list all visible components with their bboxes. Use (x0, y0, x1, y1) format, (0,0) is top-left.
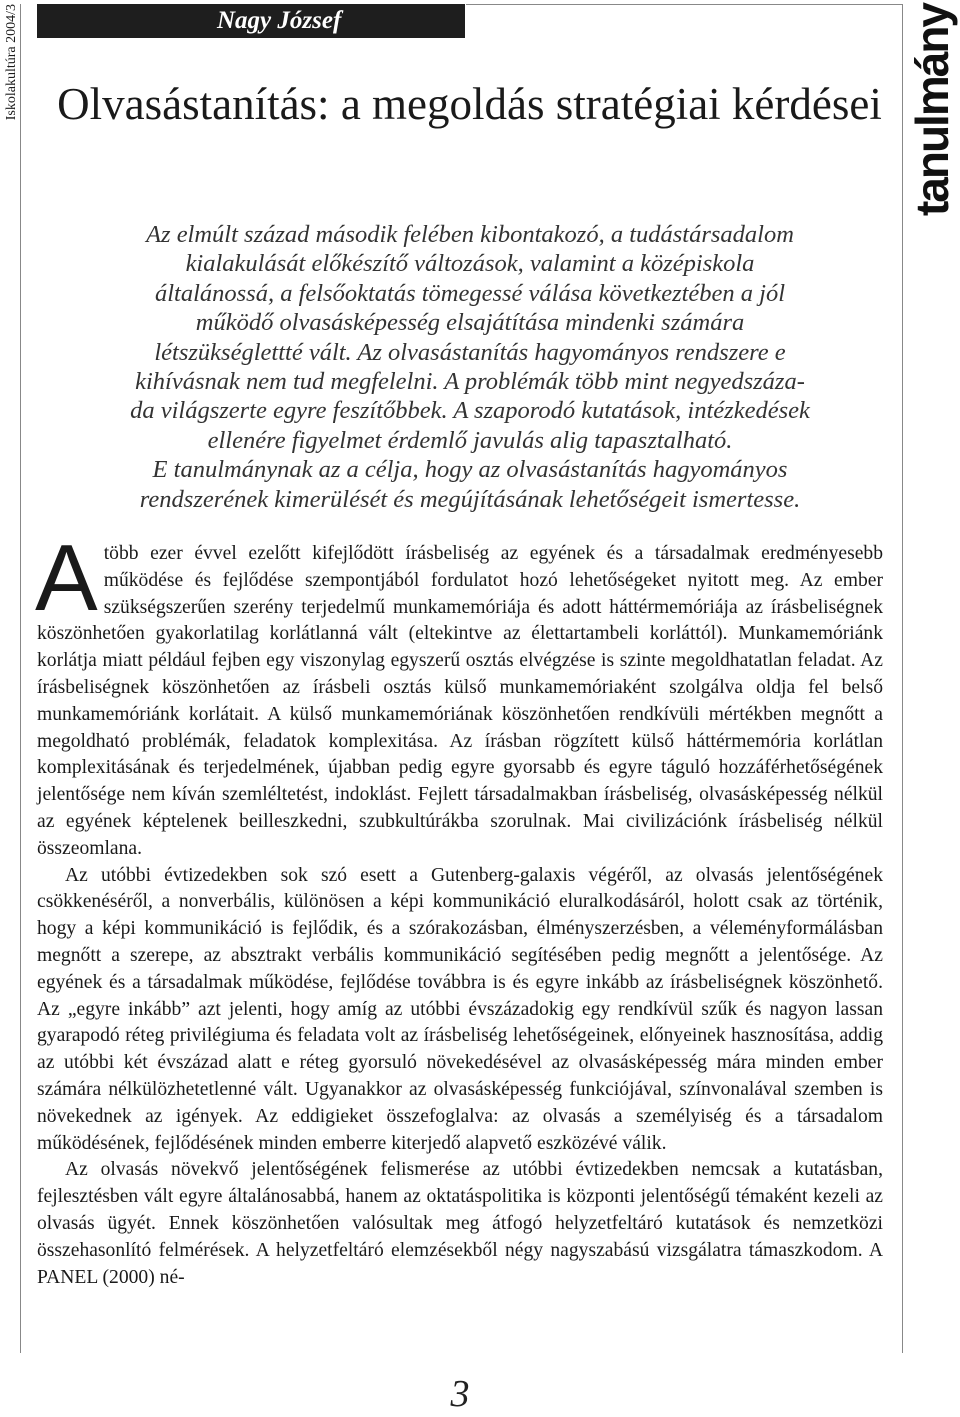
abstract-line: működő olvasásképesség elsajátítása mindenki számára (195, 309, 745, 337)
article-title: Olvasástanítás: a megoldás stratégiai kérdései (57, 79, 882, 129)
journal-running-head (3, 4, 21, 174)
author-bar (37, 4, 465, 38)
abstract-line: Az elmúlt század második felében kibontakozó, a tudástársadalom (146, 221, 794, 248)
author-name: Nagy József (217, 7, 342, 34)
abstract-line: ellenére figyelmet érdemlő javulás alig tapasztalható. (207, 426, 733, 454)
drop-cap: A (35, 525, 98, 630)
body-paragraph: Az olvasás növekvő jelentőségének felismerése az utóbbi évtizedekben nemcsak a kutatásban, fejlesztésben vált egyre általánosabbá, hanem az oktatáspolitika is központi jelentőségű témaként kezeli az olvasás ügyét. Ennek köszönhetően valósultak meg átfogó helyzetfeltáró kutatások és nemzetközi összehasonlító felmérések. A helyzetfeltáró elemzésekből négy nagyszabású vizsgálatra támaszkodom. A PANEL (2000) né- (37, 1159, 883, 1288)
body-paragraph (35, 525, 883, 863)
journal-label: Iskolakultúra 2004/3 (4, 4, 19, 121)
top-rule (466, 4, 902, 5)
abstract-line: kihívásnak nem tud megfelelni. A problémák több mint negyedszáza- (135, 368, 805, 396)
abstract-line: rendszerének kimerülését és megújításának lehetőségeit ismertesse. (139, 485, 801, 513)
abstract-line: da világszerte egyre feszítőbbek. A szaporodó kutatások, intézkedések (130, 397, 810, 425)
page-number: 3 (450, 1373, 470, 1415)
abstract-line: általánossá, a felsőoktatás tömegessé válása következtében a jól (154, 279, 786, 307)
abstract (40, 220, 900, 514)
rubric-tab (903, 4, 960, 217)
left-margin-rule (4, 4, 21, 1353)
right-margin-rule (902, 4, 903, 1353)
body-paragraph: Az utóbbi évtizedekben sok szó esett a Gutenberg-galaxis végéről, az olvasás jelentőségének csökkenéséről, a nonverbális, különösen a képi kommunikáció eluralkodásáról, holott csak az történik, hogy a képi kommunikáció is fejlődik, és a szórakozásban, élményszerzésben, a véleményformálásban megnőtt a szerepe, az absztrakt verbális kommunikáció segítésében pedig megnőtt a jelentősége. Az egyének és a társadalmak működése, fejlődése továbbra is és egyre inkább az írásbeliségnek köszönhető. Az „egyre inkább” azt jelenti, hogy amíg az utóbbi évszázadokig egy rendkívül szűk és nagyon lassan gyarapodó réteg privilégiuma és feladata volt az írásbeliség lehetőségeinek, előnyeinek hasznosítása, addig az utóbbi két évszázad alatt e réteg gyorsuló növekedésével az olvasásképesség mára minden ember számára nélkülözhetetlenné vált. Ugyanakkor az olvasásképesség funkciójával, színvonalával szemben is növekednek az igények. Az eddigieket összefoglalva: az olvasás a személyiség és a társadalom működésének, fejlődésének minden emberre kiterjedő alapvető eszközévé válik. (37, 864, 883, 1154)
abstract-line: E tanulmánynak az a célja, hogy az olvasástanítás hagyományos (152, 456, 788, 484)
abstract-line: kialakulását előkészítő változások, valamint a középiskola (185, 250, 755, 278)
rubric-label: tanulmány (905, 4, 958, 217)
paragraph-text: több ezer évvel ezelőtt kifejlődött írásbeliség az egyének és a társadalmak eredményesebb működése és fejlődése szempontjából fordulatot hozó lehetőségeket nyitott meg. Az ember szükségszerűen szerény terjedelmű munkamemóriája és adott háttérmemóriája az írásbeliségnek köszönhetően gyakorlatilag korlátlanná vált (eltekintve az élettartambeli korláttól). Munkamemóriánk korlátja miatt például fejben egy viszonylag egyszerű osztás elvégzése is szinte megoldhatatlan feladat. Az írásbeliségnek köszönhetően az írásbeli osztás külső munkamemóriaként szolgálva oldja fel belső munkamemóriánk korlátait. A külső munkamemóriának köszönhetően rendkívüli mértékben megnőtt a megoldható problémák, feladatok komplexitása. Az írásban rögzített külső háttérmemória korlátlan komplexitásának és terjedelmének, újabban pedig egyre gyorsabb és egyre táguló hozzáférhetőségének jelentősége nem kíván szemléltetést, indoklást. Fejlett társadalmakban írásbeliség, olvasásképesség nélkül az egyének képtelenek beilleszkedni, szubkultúrákba szorulnak. Mai civilizációnk írásbeliség nélkül összeomlana. (37, 543, 883, 859)
article-body (35, 525, 883, 1291)
abstract-line: létszükséglettté vált. Az olvasástanítás hagyományos rendszere e (154, 338, 786, 366)
